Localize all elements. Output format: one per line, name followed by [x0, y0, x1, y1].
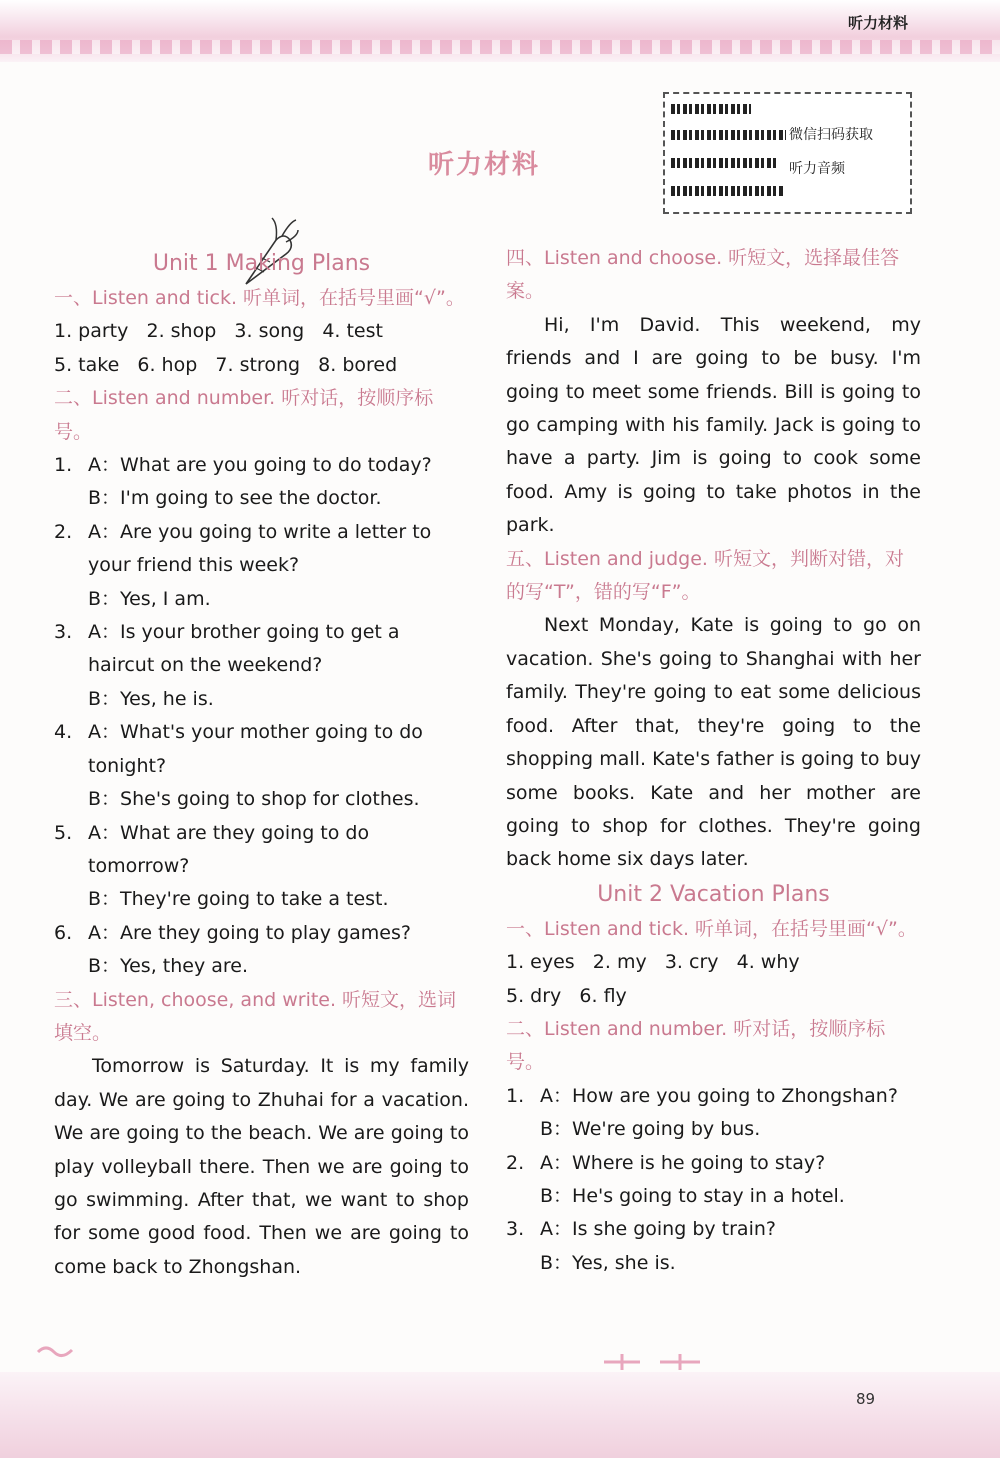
dialog-b: B：Yes, I am.	[88, 587, 211, 610]
item-number: 1.	[506, 1084, 525, 1107]
left-column	[54, 246, 469, 1284]
dialog-a: A：Is she going by train?	[540, 1218, 776, 1241]
dialog-item	[54, 716, 469, 783]
page-number: 89	[856, 1390, 876, 1408]
qr-caption-1: 微信扫码获取	[789, 127, 873, 143]
item-number: 2.	[54, 520, 73, 543]
dialog-item	[54, 817, 469, 884]
passage: Next Monday, Kate is going to go on vacation. She's going to Shanghai with her family. They're going to eat some delicious food. After that, they're going to the shopping mall. Kate's father is going to buy some books. Kate and her mother are going to shop for clothes. They're going back home six days later.	[506, 614, 921, 871]
passage: Tomorrow is Saturday. It is my family day. We are going to Zhuhai for a vacation. We are going to the beach. We are going to play volleyball there. Then we are going to go swimming. After that, we want to shop for some good food. Then we are going to come back to Zhongshan.	[54, 1055, 469, 1278]
running-header: 听力材料	[847, 14, 908, 32]
section-heading: 五、Listen and judge. 听短文，判断对错，对的写“T”，错的写“F”。	[506, 547, 904, 604]
dialog-item	[506, 1113, 921, 1146]
dialog-a: A：How are you going to Zhongshan?	[540, 1084, 898, 1107]
dialog-b: B：We're going by bus.	[540, 1118, 761, 1141]
qr-pattern	[671, 130, 786, 140]
section-heading: 二、Listen and number. 听对话，按顺序标号。	[54, 387, 434, 443]
dialog-b: B：They're going to take a test.	[88, 888, 389, 911]
qr-caption-2: 听力音频	[789, 161, 845, 177]
flower-decoration-icon	[36, 1340, 76, 1360]
dialog-a: A：Are they going to play games?	[88, 921, 411, 944]
dialog-item	[54, 583, 469, 616]
dialog-item	[506, 1147, 921, 1180]
footer-band	[0, 1372, 1000, 1458]
dialog-a: A：What are you going to do today?	[88, 454, 432, 477]
item-number: 4.	[54, 721, 73, 744]
dialog-a: A：What are they going to do tomorrow?	[88, 821, 370, 877]
qr-pattern	[671, 186, 783, 196]
dialog-item	[506, 1213, 921, 1246]
dialog-b: B：Yes, she is.	[540, 1251, 676, 1274]
word-list: 1. party 2. shop 3. song 4. test	[54, 320, 383, 343]
item-number: 3.	[506, 1218, 525, 1241]
right-column	[506, 242, 921, 1280]
section-heading: 四、Listen and choose. 听短文，选择最佳答案。	[506, 247, 900, 303]
qr-code-box	[663, 92, 912, 214]
dialog-item	[54, 883, 469, 916]
dialog-b: B：He's going to stay in a hotel.	[540, 1184, 845, 1207]
item-number: 5.	[54, 821, 73, 844]
item-number: 2.	[506, 1151, 525, 1174]
unit-2-title: Unit 2 Vacation Plans	[597, 881, 830, 907]
section-heading: 三、Listen, choose, and write. 听短文，选词填空。	[54, 988, 457, 1044]
section-heading: 一、Listen and tick. 听单词，在括号里画“√”。	[54, 287, 465, 309]
flower-decoration-icon	[600, 1350, 710, 1374]
dialog-b: B：I'm going to see the doctor.	[88, 487, 382, 510]
dialog-item	[54, 783, 469, 816]
dialog-item	[506, 1180, 921, 1213]
dialog-item	[54, 950, 469, 983]
section-heading: 二、Listen and number. 听对话，按顺序标号。	[506, 1017, 886, 1074]
item-number: 1.	[54, 454, 73, 477]
dialog-item	[54, 683, 469, 716]
dialog-b: B：Yes, he is.	[88, 687, 214, 710]
dialog-a: A：Are you going to write a letter to your friend this week?	[88, 520, 432, 577]
dialog-a: A：What's your mother going to do tonight?	[88, 721, 423, 777]
qr-pattern	[671, 104, 751, 114]
section-heading: 一、Listen and tick. 听单词，在括号里画“√”。	[506, 917, 917, 940]
dialog-item	[506, 1247, 921, 1280]
word-list: 1. eyes 2. my 3. cry 4. why	[506, 951, 800, 974]
page-title: 听力材料	[427, 150, 540, 180]
word-list: 5. dry 6. fly	[506, 984, 627, 1007]
dialog-a: A：Is your brother going to get a haircut on the weekend?	[88, 621, 400, 677]
unit-1-title: Unit 1 Making Plans	[152, 251, 371, 276]
dialog-item	[506, 1080, 921, 1113]
passage: Hi, I'm David. This weekend, my friends and I are going to be busy. I'm going to meet some friends. Bill is going to go camping with his family. Jack is going to have a party. Jim is going to cook some food. Amy is going to take photos in the park.	[506, 313, 921, 537]
dialog-item	[54, 917, 469, 950]
dialog-item	[54, 482, 469, 515]
item-number: 6.	[54, 921, 73, 944]
dialog-b: B：Yes, they are.	[88, 955, 249, 978]
dialog-b: B：She's going to shop for clothes.	[88, 788, 420, 811]
dialog-a: A：Where is he going to stay?	[540, 1151, 826, 1174]
word-list: 5. take 6. hop 7. strong 8. bored	[54, 353, 398, 376]
item-number: 3.	[54, 621, 73, 644]
qr-pattern	[671, 158, 779, 168]
dialog-item	[54, 516, 469, 583]
dialog-item	[54, 449, 469, 482]
dialog-item	[54, 616, 469, 683]
